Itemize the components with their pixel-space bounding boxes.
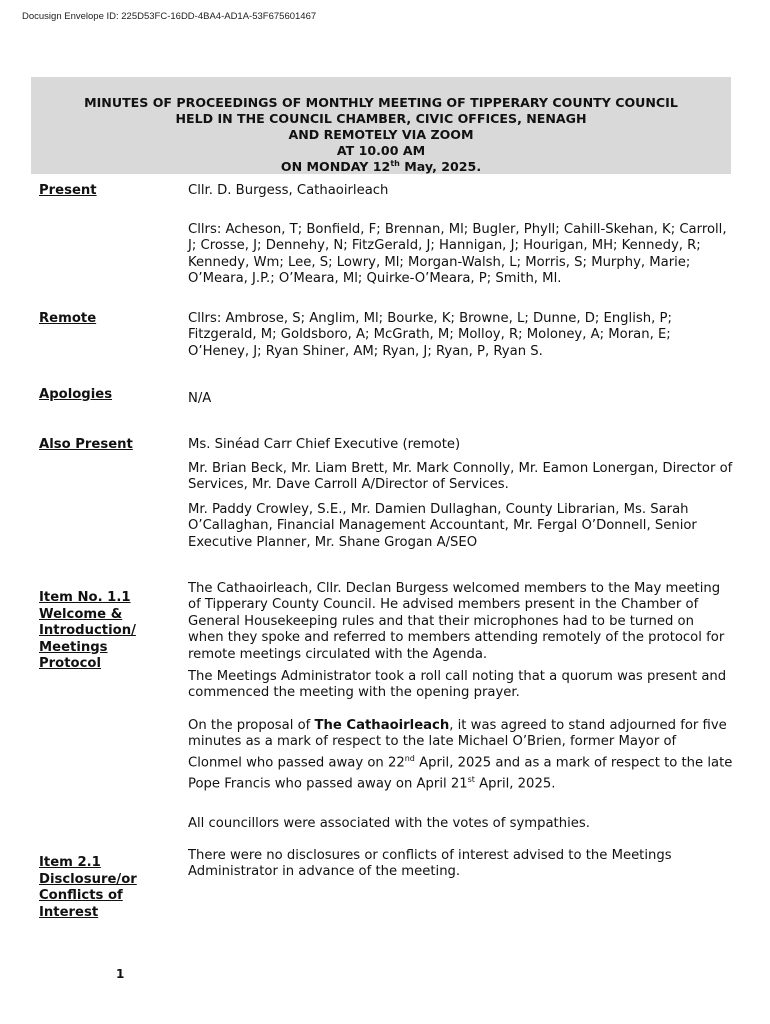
also-present-staff: Mr. Paddy Crowley, S.E., Mr. Damien Dullaghan, County Librarian, Ms. Sarah O’Callaghan, Financial Management Accountant, Mr. Fergal O’Donnell, Senior Executive Planner, Mr. Shane Grogan A/SEO xyxy=(188,502,697,550)
adjournment-sup-nd: nd xyxy=(404,753,415,763)
page-number: 1 xyxy=(116,967,125,981)
item-2-1-label-line: Disclosure/or xyxy=(39,871,137,887)
header-line-2: HELD IN THE COUNCIL CHAMBER, CIVIC OFFICES, NENAGH xyxy=(175,111,587,126)
item-2-1-label-line: Interest xyxy=(39,904,99,920)
item-1-1-adjournment xyxy=(188,718,733,792)
apologies-text: N/A xyxy=(188,391,212,406)
item-1-1-label-line: Welcome & xyxy=(39,606,123,622)
adjournment-text-b: , it was agreed to stand adjourned for five minutes as a mark of respect to the late Michael O’Brien, former Mayor of Clonmel who passed away on 22 xyxy=(188,718,727,771)
also-present-ce: Ms. Sinéad Carr Chief Executive (remote) xyxy=(188,437,461,452)
adjournment-sup-st: st xyxy=(467,774,475,784)
remote-councillors: Cllrs: Ambrose, S; Anglim, Ml; Bourke, K; Browne, L; Dunne, D; English, P; Fitzgerald, M; Goldsboro, A; McGrath, M; Molloy, R; Moloney, A; Moran, E; O’Heney, J; Ryan Shiner, AM; Ryan, J; Ryan, P, Ryan S. xyxy=(188,311,672,359)
item-1-1-label-line: Item No. 1.1 xyxy=(39,590,131,605)
item-1-1-label xyxy=(39,590,136,673)
header-line-1: MINUTES OF PROCEEDINGS OF MONTHLY MEETING OF TIPPERARY COUNTY COUNCIL xyxy=(84,95,678,110)
item-1-1-welcome: The Cathaoirleach, Cllr. Declan Burgess welcomed members to the May meeting of Tipperary County Council. He advised members present in the Chamber of General Housekeeping rules and that their microphones had to be turned on when they spoke and referred to members attending remotely of the protocol for remote meetings circulated with the Agenda. xyxy=(188,581,725,662)
item-1-1-label-line: Introduction/ xyxy=(39,623,136,638)
item-2-1-label-line: Conflicts of xyxy=(39,888,123,903)
item-1-1-sympathies: All councillors were associated with the votes of sympathies. xyxy=(188,816,590,831)
item-1-1-label-line: Meetings xyxy=(39,639,108,655)
remote-label: Remote xyxy=(39,311,97,326)
header-line-5 xyxy=(31,159,731,175)
adjournment-text-c: April, 2025 and as a mark of respect to the late Pope Francis who passed away on April 21 xyxy=(188,755,733,791)
header-date-post: May, 2025. xyxy=(399,159,482,174)
item-1-1-label-line: Protocol xyxy=(39,656,101,671)
apologies-label: Apologies xyxy=(39,387,113,402)
header-date-sup: th xyxy=(390,158,400,168)
present-councillors: Cllrs: Acheson, T; Bonfield, F; Brennan, Ml; Bugler, Phyll; Cahill-Skehan, K; Carroll, J; Crosse, J; Dennehy, N; FitzGerald, J; Hannigan, J; Hourigan, MH; Kennedy, R; Kennedy, Wm; Lee, S; Lowry, Ml; Morgan-Walsh, L; Morris, S; Murphy, Marie; O’Meara, J.P.; O’Meara, Ml; Quirke-O’Meara, P; Smith, Ml. xyxy=(188,222,727,287)
item-2-1-text: There were no disclosures or conflicts of interest advised to the Meetings Administrator in advance of the meeting. xyxy=(188,848,672,880)
adjournment-text-d: April, 2025. xyxy=(474,776,556,791)
present-label: Present xyxy=(39,183,97,198)
adjournment-proposer: The Cathaoirleach xyxy=(314,718,450,733)
header-line-3: AND REMOTELY VIA ZOOM xyxy=(288,127,474,142)
also-present-label: Also Present xyxy=(39,437,133,452)
item-2-1-label-line: Item 2.1 xyxy=(39,855,101,870)
item-2-1-label xyxy=(39,855,137,921)
present-chair: Cllr. D. Burgess, Cathaoirleach xyxy=(188,183,389,198)
adjournment-text-a: On the proposal of xyxy=(188,718,315,733)
envelope-id: Docusign Envelope ID: 225D53FC-16DD-4BA4-AD1A-53F675601467 xyxy=(22,11,317,22)
also-present-directors: Mr. Brian Beck, Mr. Liam Brett, Mr. Mark Connolly, Mr. Eamon Lonergan, Director of Services, Mr. Dave Carroll A/Director of Services. xyxy=(188,461,733,493)
item-1-1-roll-call: The Meetings Administrator took a roll call noting that a quorum was present and commenced the meeting with the opening prayer. xyxy=(188,669,727,701)
header-date-pre: ON MONDAY 12 xyxy=(280,159,391,174)
header-line-4: AT 10.00 AM xyxy=(336,143,426,158)
minutes-header xyxy=(31,77,731,174)
